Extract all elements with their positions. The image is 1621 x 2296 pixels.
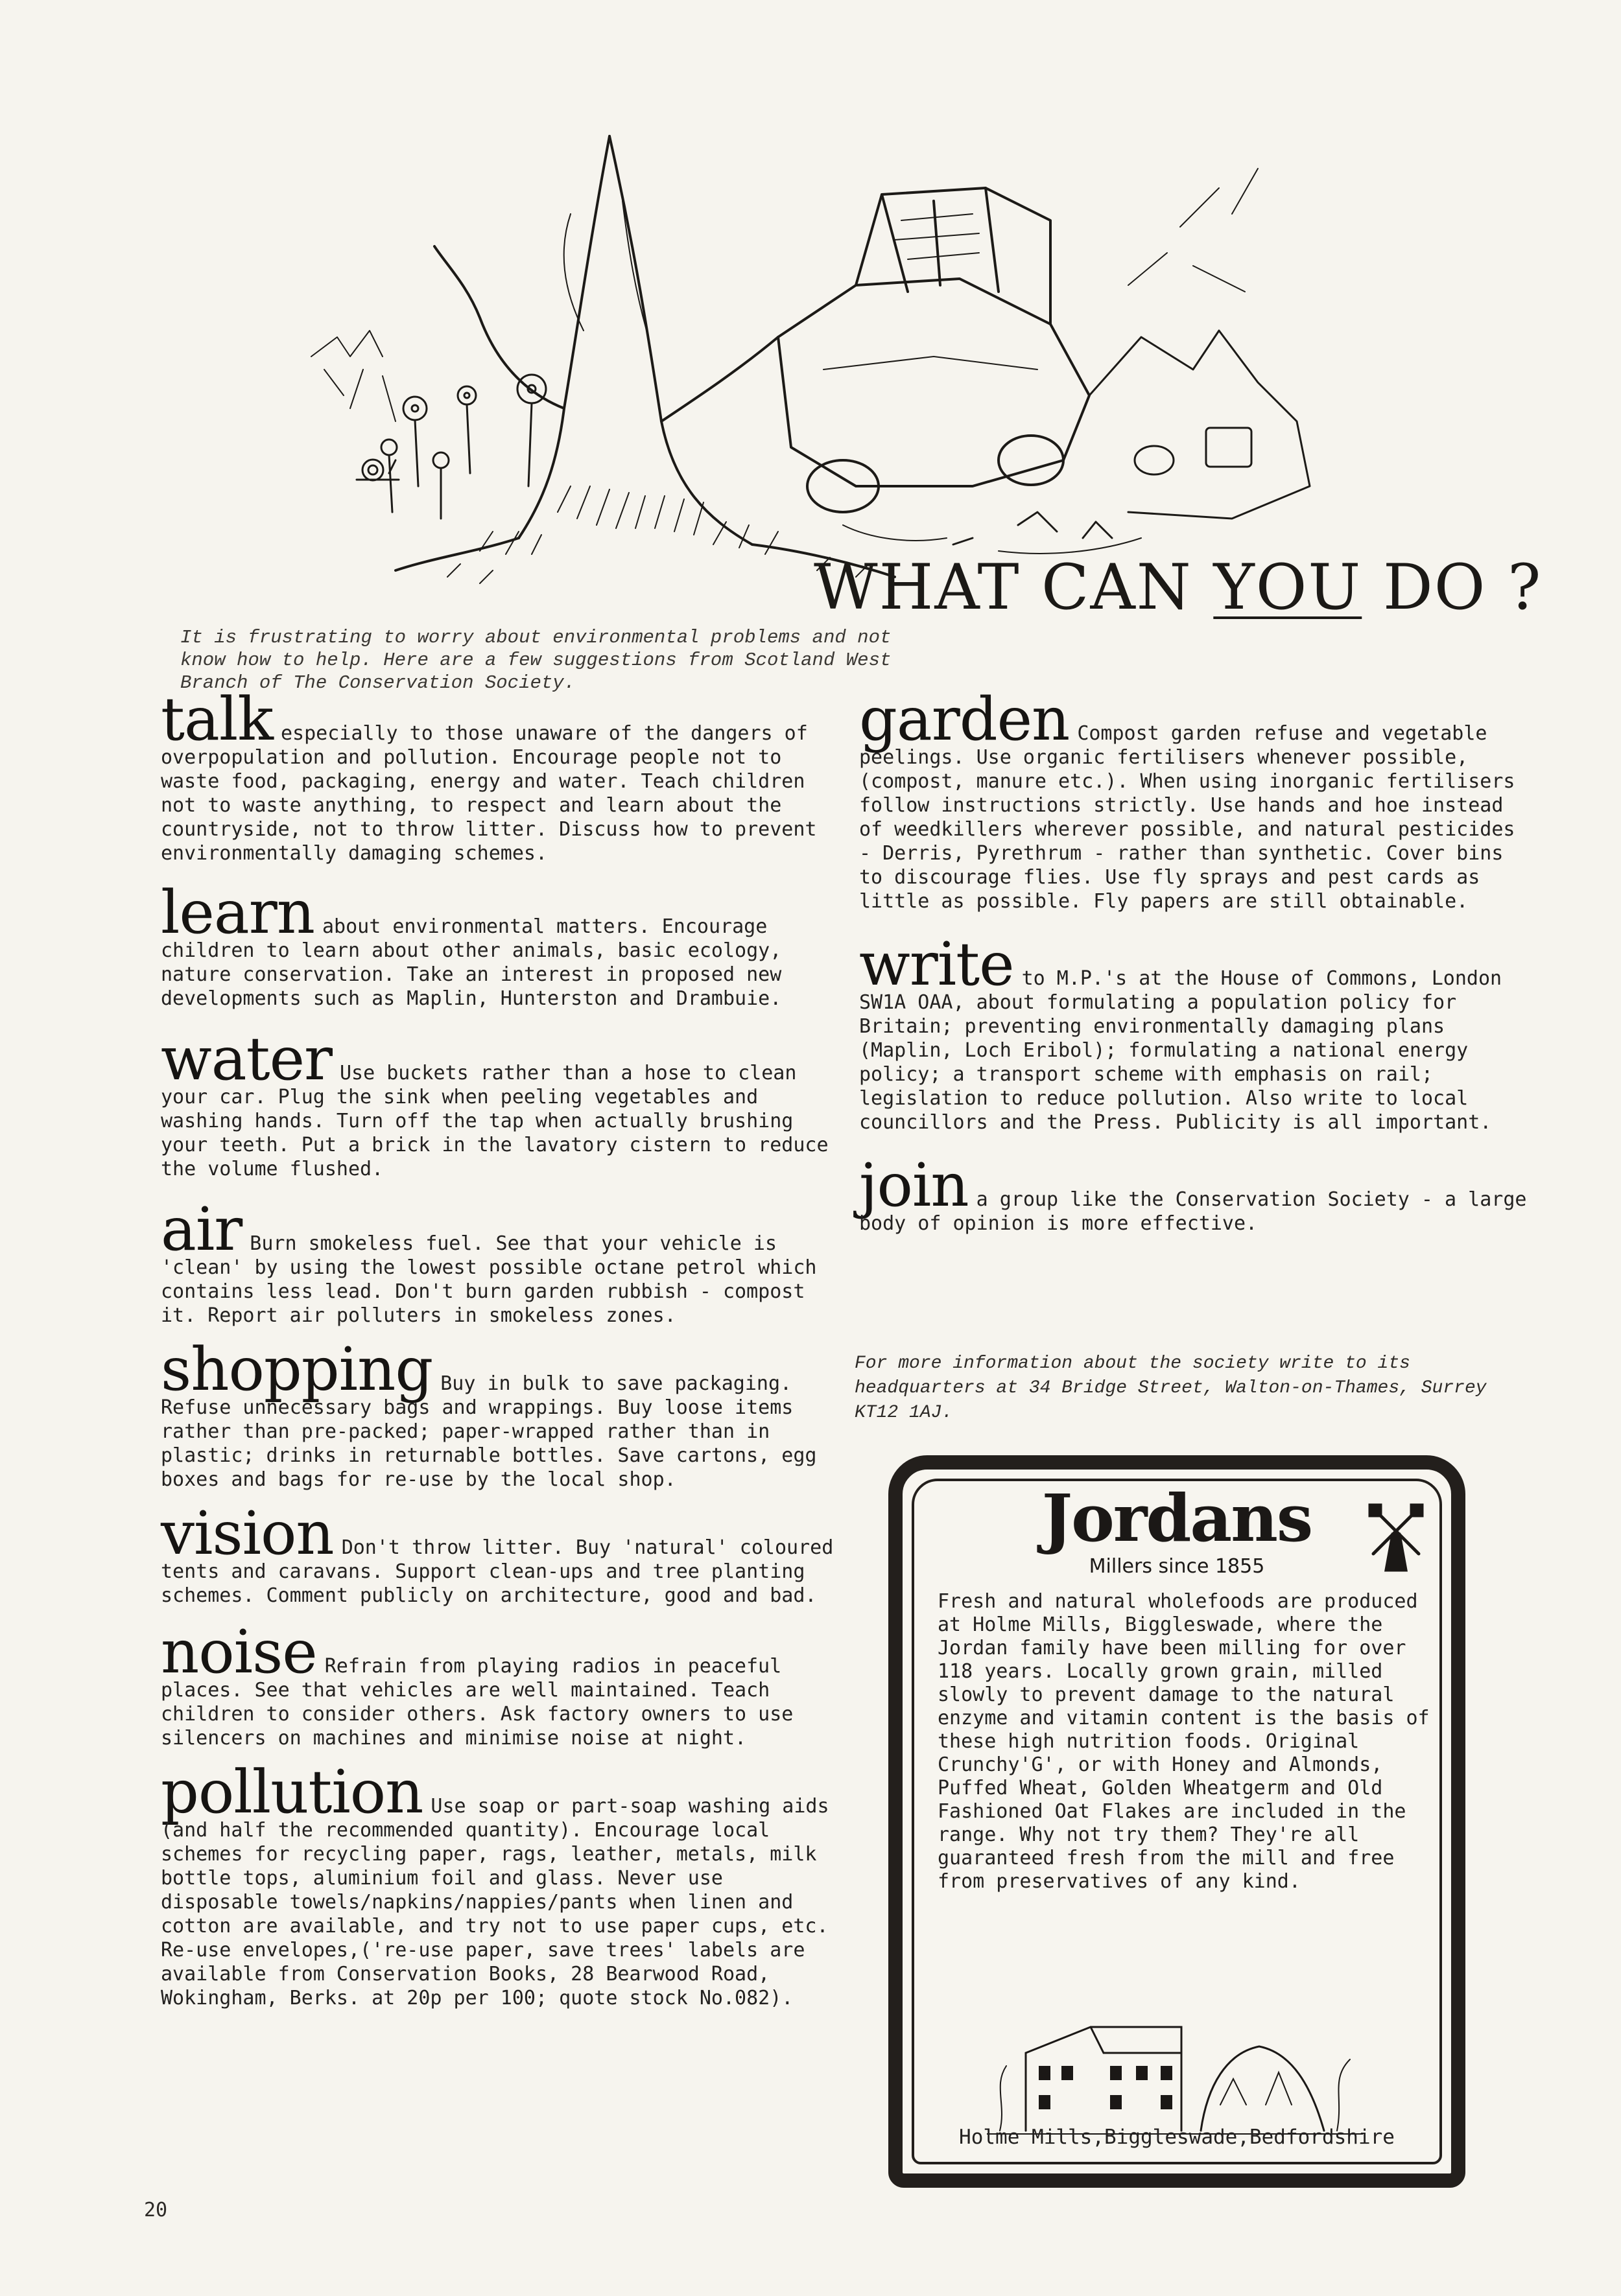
ad-tagline: Millers since 1855 (1089, 1555, 1265, 1578)
section-text: Use soap or part-soap washing aids (and half the recommended quantity). Encourage local schemes for recycling paper, rags, leather, metals, milk bottle tops, aluminium foil and glass. Never use disposable towels/napkins/nappies/pants when linen and cotton are available, and try not to use paper cups, etc. Re-use envelopes,('re-use paper, save trees' labels are available from Conservation Books, 28 Bearwood Road, Wokingham, Berks. at 20p per 100; quote stock No.082). (161, 1795, 829, 2009)
ad-address: Holme Mills,Biggleswade,Bedfordshire (959, 2126, 1395, 2149)
section-talk (161, 685, 835, 865)
section-text: especially to those unaware of the dangers of overpopulation and pollution. Encourage people not to waste food, packaging, energy and water. Teach children not to waste anything, to respect and learn about the countryside, not to throw litter. Discuss how to prevent environmentally damaging schemes. (161, 722, 817, 865)
section-text: Don't throw litter. Buy 'natural' coloured tents and caravans. Support clean-ups and tree planting schemes. Comment publicly on architecture, good and bad. (161, 1536, 834, 1607)
section-pollution (161, 1757, 835, 2010)
tree-and-car-illustration (285, 123, 1336, 616)
section-air (161, 1195, 835, 1328)
holme-mills-drawing (987, 2008, 1363, 2137)
section-keyword: join (859, 1151, 969, 1220)
section-text: Compost garden refuse and vegetable peelings. Use organic fertilisers whenever possible, (compost, manure etc.). When using inorganic fertilisers follow instructions strictly. Use hands and hoe instead of weedkillers wherever possible, and natural pesticides - Derris, Pyrethrum - rather than synthetic. Cover bins to discourage flies. Use fly sprays and pest cards as little as possible. Fly papers are still obtainable. (859, 722, 1515, 913)
page-headline: WHAT CAN YOU DO ? (814, 551, 1543, 624)
page-number: 20 (144, 2199, 168, 2221)
section-keyword: noise (161, 1617, 317, 1687)
ad-brand-name: Jordans (1041, 1480, 1312, 1556)
society-contact-note: For more information about the society write to its headquarters at 34 Bridge Street, Walton-on-Thames, Surrey KT12 1AJ. (855, 1353, 1487, 1423)
section-text: Use buckets rather than a hose to clean your car. Plug the sink when peeling vegetables and washing hands. Turn off the tap when actually brushing your teeth. Put a brick in the lavatory cistern to reduce the volume flushed. (161, 1062, 829, 1180)
section-write (859, 930, 1533, 1134)
section-vision (161, 1499, 835, 1608)
section-learn (161, 878, 835, 1011)
section-text: Burn smokeless fuel. See that your vehicle is 'clean' by using the lowest possible octane petrol which contains less lead. Don't burn garden rubbish - compost it. Report air polluters in smokeless zones. (161, 1232, 817, 1327)
section-keyword: learn (161, 878, 314, 947)
section-noise (161, 1617, 835, 1750)
intro-text: It is frustrating to worry about environmental problems and not know how to help. Here are a few suggestions from Scotland West Branch of The Conservation Society. (180, 627, 892, 694)
windmill-icon (1367, 1502, 1425, 1573)
jordans-advertisement (888, 1455, 1465, 2188)
section-text: a group like the Conservation Society - a large body of opinion is more effective. (859, 1188, 1527, 1235)
section-keyword: vision (161, 1499, 334, 1568)
ad-body-text: Fresh and natural wholefoods are produced at Holme Mills, Biggleswade, where the Jordan family have been milling for over 118 years. Locally grown grain, milled slowly to prevent damage to the natural enzyme and vitamin content is the basis of these high nutrition foods. Original Crunchy'G', or with Honey and Almonds, Puffed Wheat, Golden Wheatgerm and Old Fashioned Oat Flakes are included in the range. Why not try them? They're all guaranteed fresh from the mill and free from preservatives of any kind. (938, 1590, 1430, 1893)
section-keyword: air (161, 1195, 243, 1264)
left-column (161, 685, 835, 2010)
section-keyword: shopping (161, 1335, 433, 1404)
section-keyword: talk (161, 685, 273, 754)
section-garden (859, 685, 1533, 913)
section-keyword: write (859, 930, 1014, 999)
section-keyword: garden (859, 685, 1070, 754)
section-text: about environmental matters. Encourage children to learn about other animals, basic ecology, nature conservation. Take an interest in proposed new developments such as Maplin, Hunterston and Drambuie. (161, 915, 782, 1010)
section-water (161, 1024, 835, 1181)
section-join (859, 1151, 1533, 1236)
section-text: to M.P.'s at the House of Commons, London SW1A OAA, about formulating a population policy for Britain; preventing environmentally damaging plans (Maplin, Loch Eribol); formulating a national energy policy; a transport scheme with emphasis on rail; legislation to reduce pollution. Also write to local councillors and the Press. Publicity is all important. (859, 967, 1502, 1134)
right-column (859, 685, 1533, 1236)
section-shopping (161, 1335, 835, 1492)
section-text: Refrain from playing radios in peaceful places. See that vehicles are well maintained. Teach children to consider others. Ask factory owners to use silencers on machines and minimise noise at night. (161, 1655, 794, 1750)
section-keyword: water (161, 1024, 332, 1094)
section-text: Buy in bulk to save packaging. Refuse unnecessary bags and wrappings. Buy loose items rather than pre-packed; paper-wrapped rather than in plastic; drinks in returnable bottles. Save cartons, egg boxes and bags for re-use by the local shop. (161, 1372, 817, 1491)
section-keyword: pollution (161, 1757, 423, 1827)
headline-emphasis: YOU (1213, 551, 1362, 624)
